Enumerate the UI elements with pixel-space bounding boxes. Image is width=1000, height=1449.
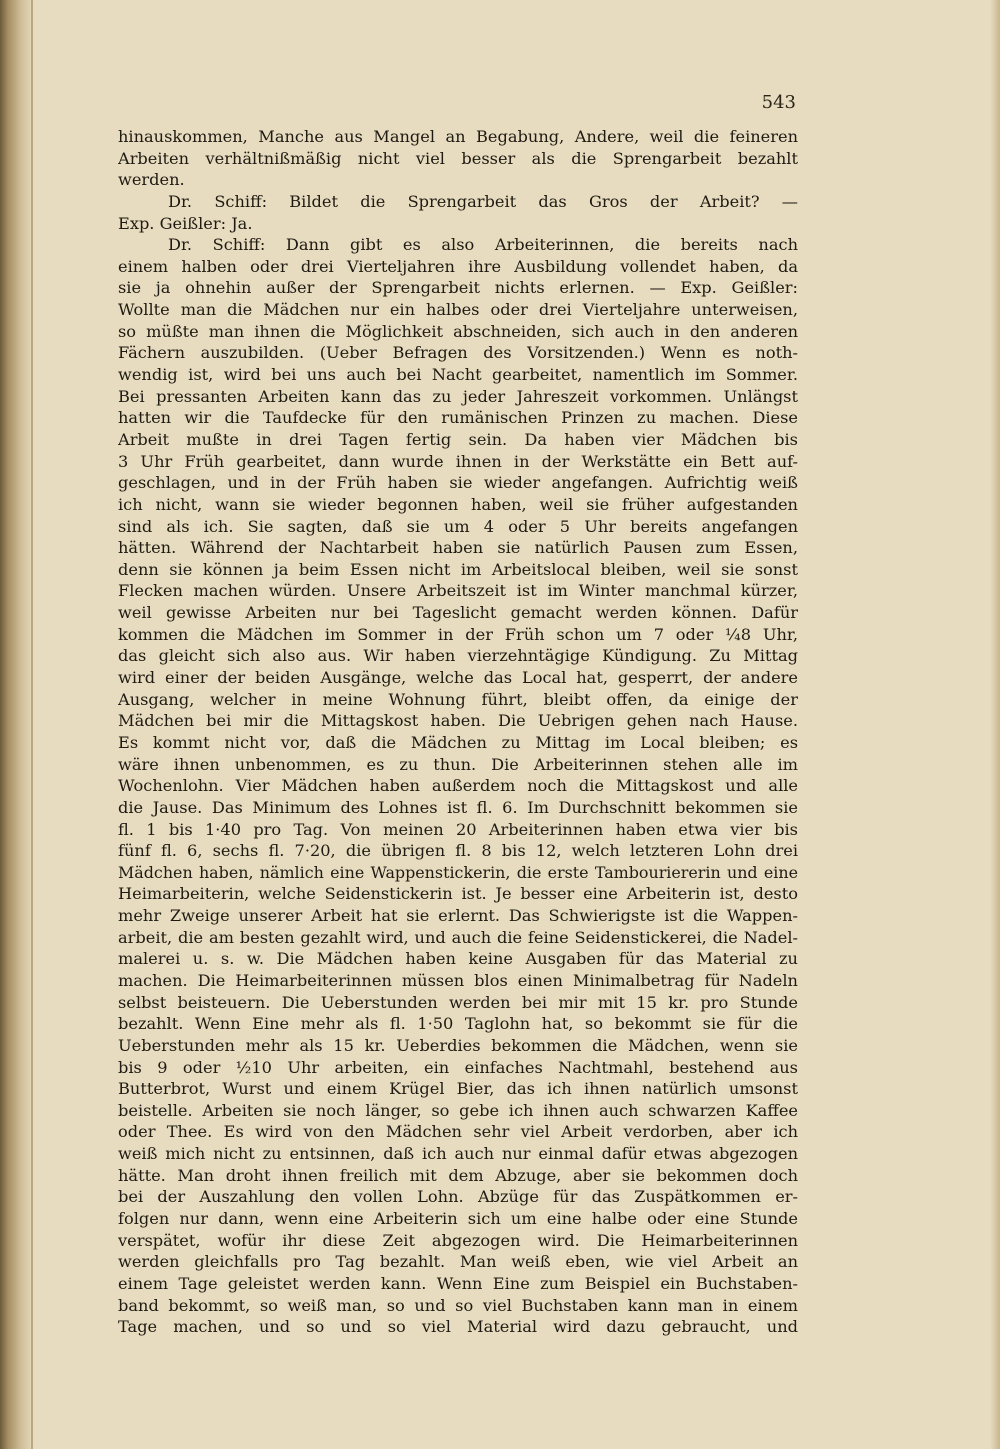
text-line: 3 Uhr Früh gearbeitet, dann wurde ihnen in der Werkstätte ein Bett auf- bbox=[118, 451, 798, 471]
page-edge bbox=[990, 0, 1000, 1449]
text-line: Ueberstunden mehr als 15 kr. Ueberdies bekommen die Mädchen, wenn sie bbox=[118, 1035, 798, 1055]
text-line: bei der Auszahlung den vollen Lohn. Abzüge für das Zuspätkommen er- bbox=[118, 1187, 798, 1207]
text-line: geschlagen, und in der Früh haben sie wieder angefangen. Aufrichtig weiß bbox=[118, 473, 798, 493]
text-line: Flecken machen würden. Unsere Arbeitszeit ist im Winter manchmal kürzer, bbox=[118, 581, 798, 601]
text-line: Mädchen haben, nämlich eine Wappenstickerin, die erste Tambouriererin und eine bbox=[118, 862, 798, 882]
text-line: arbeit, die am besten gezahlt wird, und auch die feine Seidenstickerei, die Nadel- bbox=[118, 927, 798, 947]
text-line: werden gleichfalls pro Tag bezahlt. Man weiß eben, wie viel Arbeit an bbox=[118, 1252, 798, 1272]
text-line: Dr. Schiff: Bildet die Sprengarbeit das Gros der Arbeit? — bbox=[168, 191, 798, 211]
text-line: weil gewisse Arbeiten nur bei Tageslicht gemacht werden können. Dafür bbox=[118, 603, 798, 623]
text-line: wendig ist, wird bei uns auch bei Nacht gearbeitet, namentlich im Sommer. bbox=[118, 365, 798, 385]
text-line: fl. 1 bis 1·40 pro Tag. Von meinen 20 Arbeiterinnen haben etwa vier bis bbox=[118, 819, 798, 839]
text-line: band bekommt, so weiß man, so und so viel Buchstaben kann man in einem bbox=[118, 1295, 798, 1315]
text-line: einem halben oder drei Vierteljahren ihre Ausbildung vollendet haben, da bbox=[118, 256, 798, 276]
spine-line bbox=[31, 0, 33, 1449]
text-line: ich nicht, wann sie wieder begonnen haben, weil sie früher aufgestanden bbox=[118, 494, 798, 514]
text-line: sind als ich. Sie sagten, daß sie um 4 oder 5 Uhr bereits angefangen bbox=[118, 516, 798, 536]
text-line: Butterbrot, Wurst und einem Krügel Bier, das ich ihnen natürlich umsonst bbox=[118, 1079, 798, 1099]
text-line: hätten. Während der Nachtarbeit haben sie natürlich Pausen zum Essen, bbox=[118, 538, 798, 558]
text-line: oder Thee. Es wird von den Mädchen sehr viel Arbeit verdorben, aber ich bbox=[118, 1122, 798, 1142]
text-line: weiß mich nicht zu entsinnen, daß ich auch nur einmal dafür etwas abgezogen bbox=[118, 1144, 798, 1164]
spine-shadow bbox=[0, 0, 34, 1449]
text-line: Ausgang, welcher in meine Wohnung führt, bleibt offen, da einige der bbox=[118, 689, 798, 709]
text-line: mehr Zweige unserer Arbeit hat sie erlernt. Das Schwierigste ist die Wappen- bbox=[118, 906, 798, 926]
text-line: hatten wir die Taufdecke für den rumänischen Prinzen zu machen. Diese bbox=[118, 408, 798, 428]
text-line: Dr. Schiff: Dann gibt es also Arbeiterinnen, die bereits nach bbox=[168, 235, 798, 255]
text-line: wäre ihnen unbenommen, es zu thun. Die Arbeiterinnen stehen alle im bbox=[118, 754, 798, 774]
text-line: fünf fl. 6, sechs fl. 7·20, die übrigen fl. 8 bis 12, welch letzteren Lohn drei bbox=[118, 841, 798, 861]
text-line: machen. Die Heimarbeiterinnen müssen blos einen Minimalbetrag für Nadeln bbox=[118, 970, 798, 990]
text-line: sie ja ohnehin außer der Sprengarbeit nichts erlernen. — Exp. Geißler: bbox=[118, 278, 798, 298]
text-line: malerei u. s. w. Die Mädchen haben keine Ausgaben für das Material zu bbox=[118, 949, 798, 969]
text-line: werden. bbox=[118, 170, 185, 190]
text-line: die Jause. Das Minimum des Lohnes ist fl. 6. Im Durchschnitt bekommen sie bbox=[118, 797, 798, 817]
text-line: wird einer der beiden Ausgänge, welche das Local hat, gesperrt, der andere bbox=[118, 668, 798, 688]
text-line: einem Tage geleistet werden kann. Wenn Eine zum Beispiel ein Buchstaben- bbox=[118, 1273, 798, 1293]
text-line: denn sie können ja beim Essen nicht im Arbeitslocal bleiben, weil sie sonst bbox=[118, 559, 798, 579]
text-line: hätte. Man droht ihnen freilich mit dem Abzuge, aber sie bekommen doch bbox=[118, 1165, 798, 1185]
text-line: folgen nur dann, wenn eine Arbeiterin sich um eine halbe oder eine Stunde bbox=[118, 1209, 798, 1229]
text-line: Es kommt nicht vor, daß die Mädchen zu Mittag im Local bleiben; es bbox=[118, 732, 798, 752]
text-line: beistelle. Arbeiten sie noch länger, so gebe ich ihnen auch schwarzen Kaffee bbox=[118, 1100, 798, 1120]
text-line: Bei pressanten Arbeiten kann das zu jeder Jahreszeit vorkommen. Unlängst bbox=[118, 386, 798, 406]
text-line: Wochenlohn. Vier Mädchen haben außerdem noch die Mittagskost und alle bbox=[118, 776, 798, 796]
text-line: Fächern auszubilden. (Ueber Befragen des Vorsitzenden.) Wenn es noth- bbox=[118, 343, 798, 363]
text-line: Arbeiten verhältnißmäßig nicht viel besser als die Sprengarbeit bezahlt bbox=[118, 148, 798, 168]
text-line: kommen die Mädchen im Sommer in der Früh schon um 7 oder ¼8 Uhr, bbox=[118, 624, 798, 644]
text-line: hinauskommen, Manche aus Mangel an Begabung, Andere, weil die feineren bbox=[118, 127, 798, 146]
text-line: Arbeit mußte in drei Tagen fertig sein. Da haben vier Mädchen bis bbox=[118, 429, 798, 449]
text-line: verspätet, wofür ihr diese Zeit abgezogen wird. Die Heimarbeiterinnen bbox=[118, 1230, 798, 1250]
text-line: Mädchen bei mir die Mittagskost haben. Die Uebrigen gehen nach Hause. bbox=[118, 711, 798, 731]
text-line: selbst beisteuern. Die Ueberstunden werden bei mir mit 15 kr. pro Stunde bbox=[118, 992, 798, 1012]
text-line: bezahlt. Wenn Eine mehr als fl. 1·50 Taglohn hat, so bekommt sie für die bbox=[118, 1014, 798, 1034]
page-number: 543 bbox=[761, 92, 796, 113]
text-line: bis 9 oder ½10 Uhr arbeiten, ein einfaches Nachtmahl, bestehend aus bbox=[118, 1057, 798, 1077]
text-line: Heimarbeiterin, welche Seidenstickerin ist. Je besser eine Arbeiterin ist, desto bbox=[118, 884, 798, 904]
text-line: so müßte man ihnen die Möglichkeit abschneiden, sich auch in den anderen bbox=[118, 321, 798, 341]
text-line: Exp. Geißler: Ja. bbox=[118, 213, 253, 233]
text-line: Wollte man die Mädchen nur ein halbes oder drei Vierteljahre unterweisen, bbox=[118, 300, 798, 320]
text-line: das gleicht sich also aus. Wir haben vierzehntägige Kündigung. Zu Mittag bbox=[118, 646, 798, 666]
text-line: Tage machen, und so und so viel Material wird dazu gebraucht, und bbox=[118, 1317, 798, 1337]
body-text bbox=[118, 126, 798, 1338]
